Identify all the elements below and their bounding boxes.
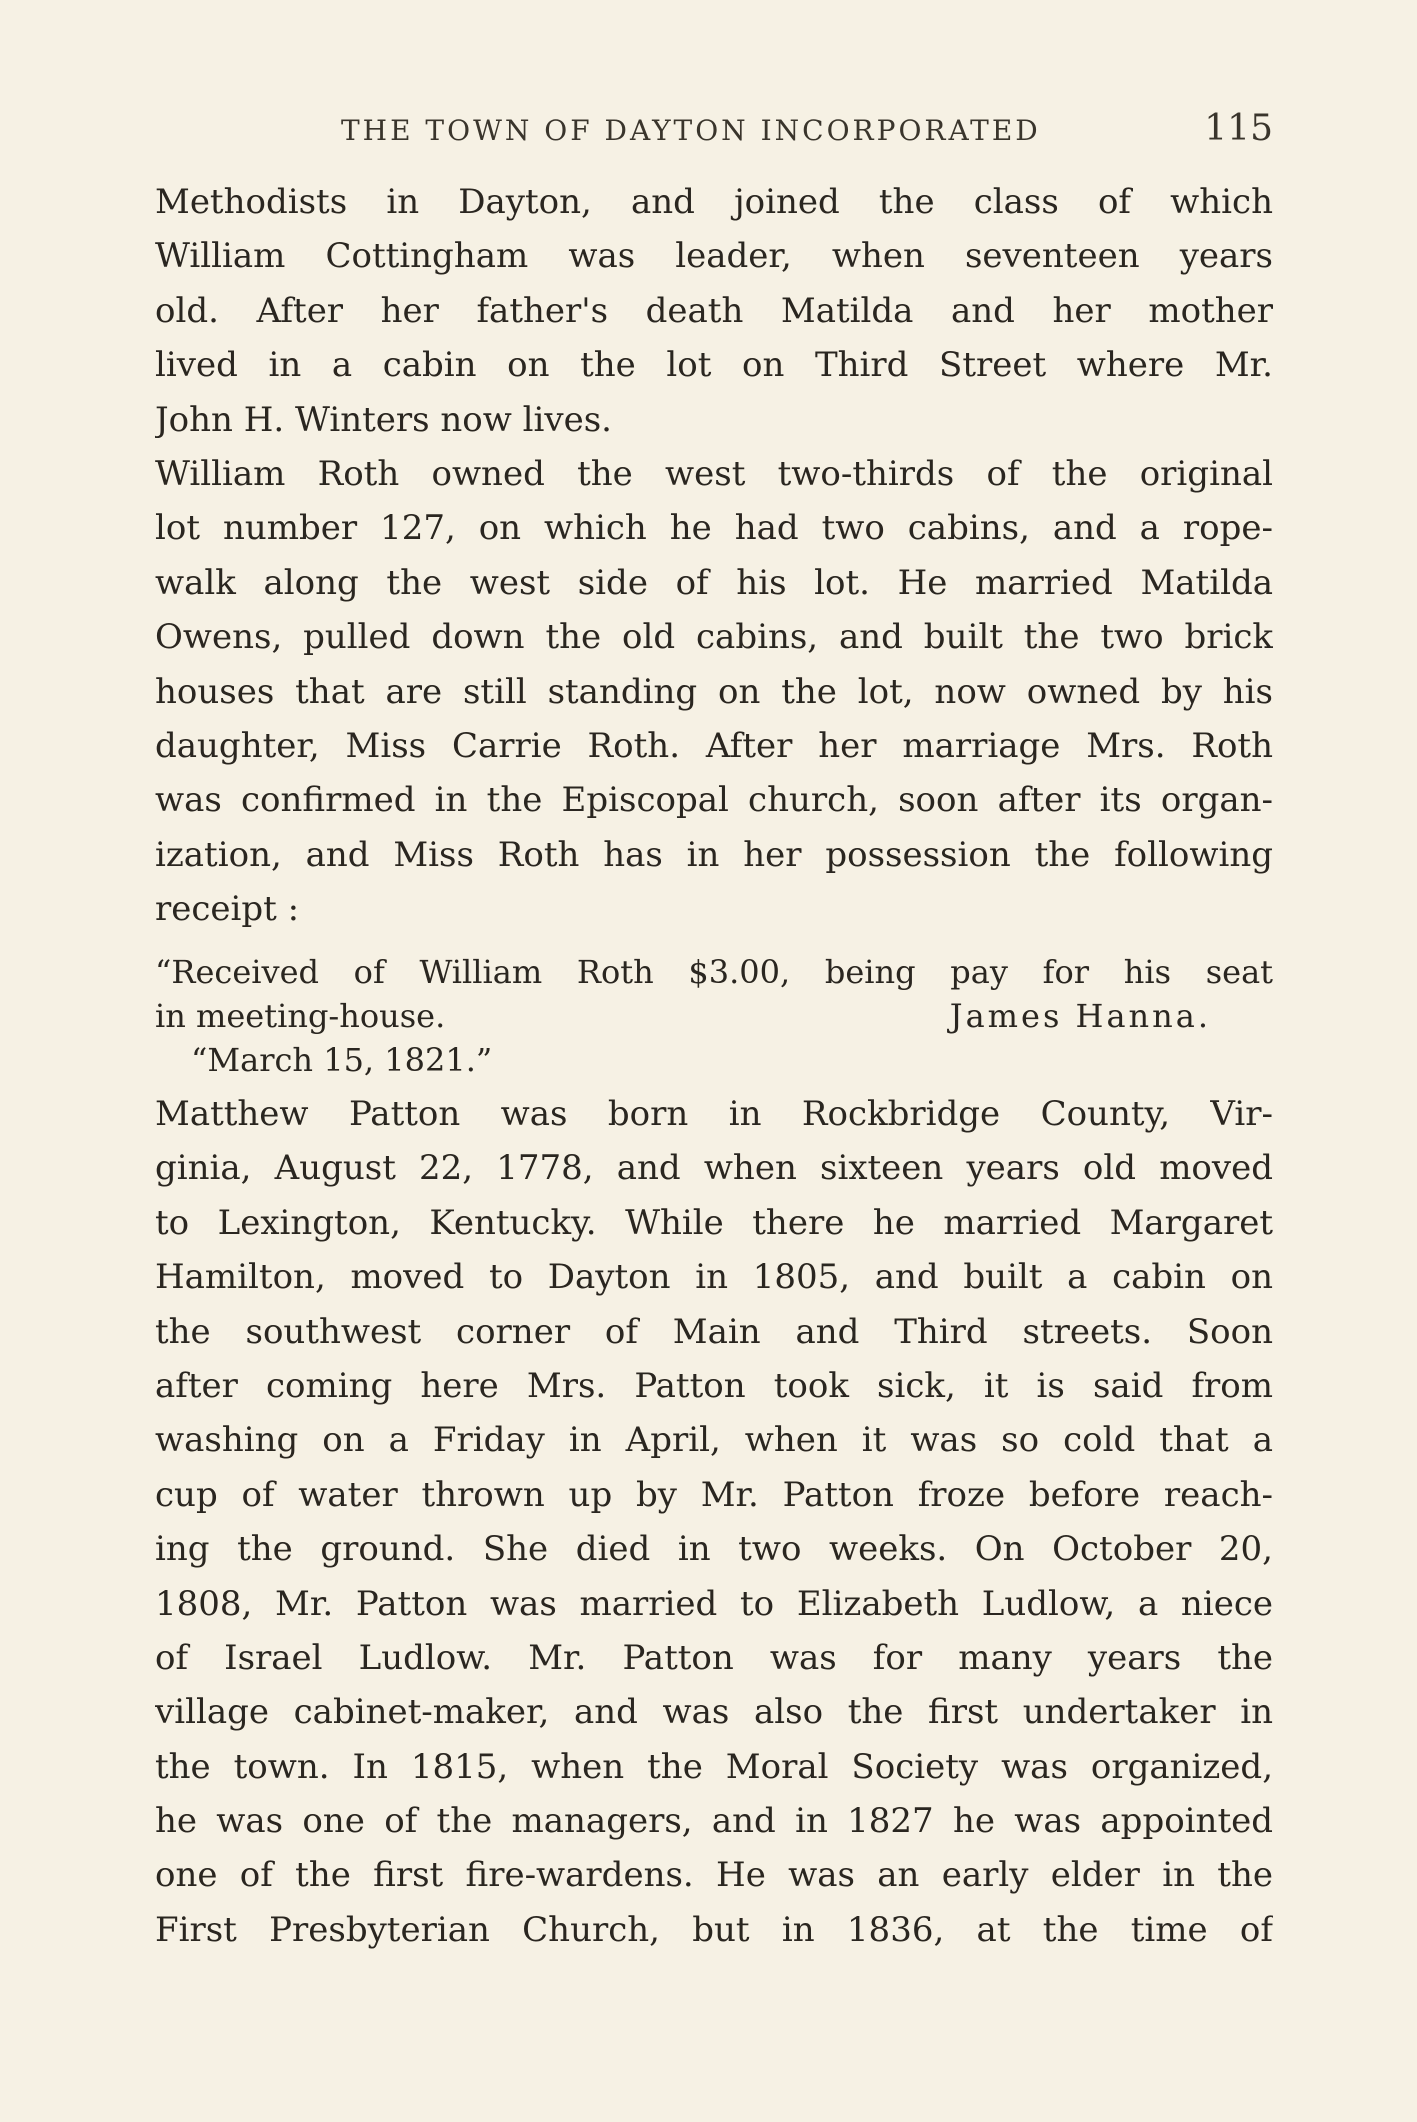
text-line: First Presbyterian Church, but in 1836, at the time of — [155, 1909, 1273, 1950]
text-line: cup of water thrown up by Mr. Patton froze before reach- — [155, 1474, 1273, 1515]
body-text-top — [155, 175, 1273, 936]
text-line: to Lexington, Kentucky. While there he married Margaret — [155, 1202, 1273, 1243]
text-line: Matthew Patton was born in Rockbridge County, Vir- — [155, 1094, 1273, 1134]
text-line: 1808, Mr. Patton was married to Elizabeth Ludlow, a niece — [155, 1583, 1273, 1624]
text-line: Hamilton, moved to Dayton in 1805, and built a cabin on — [155, 1257, 1273, 1298]
text-line: ization, and Miss Roth has in her possession the following — [155, 834, 1273, 875]
text-line: old. After her father's death Matilda and her mother — [155, 290, 1273, 331]
text-line: daughter, Miss Carrie Roth. After her marriage Mrs. Roth — [155, 725, 1273, 766]
text-line: William Roth owned the west two-thirds of the original — [155, 453, 1273, 494]
text-line: receipt : — [155, 889, 300, 930]
text-line: ing the ground. She died in two weeks. On October 20, — [155, 1529, 1273, 1570]
receipt-line-text: in meeting-house. — [155, 997, 446, 1035]
text-line: after coming here Mrs. Patton took sick, it is said from — [155, 1365, 1273, 1406]
receipt-line — [155, 994, 1273, 1038]
text-line: walk along the west side of his lot. He married Matilda — [155, 562, 1273, 603]
running-head — [155, 108, 1273, 158]
receipt-quote — [155, 950, 1273, 1082]
text-line: of Israel Ludlow. Mr. Patton was for many years the — [155, 1637, 1273, 1678]
receipt-line: “Received of William Roth $3.00, being pay for his seat — [155, 953, 1273, 991]
text-line: ginia, August 22, 1778, and when sixteen years old moved — [155, 1148, 1273, 1189]
text-line: village cabinet-maker, and was also the first undertaker in — [155, 1692, 1273, 1733]
text-line: he was one of the managers, and in 1827 he was appointed — [155, 1801, 1273, 1842]
text-line: one of the first fire-wardens. He was an early elder in the — [155, 1855, 1273, 1896]
text-line: Methodists in Dayton, and joined the class of which — [155, 182, 1273, 222]
text-line: washing on a Friday in April, when it was so cold that a — [155, 1420, 1273, 1461]
body-text-bottom — [155, 1087, 1273, 1957]
receipt-date: “March 15, 1821.” — [191, 1041, 493, 1079]
text-line: William Cottingham was leader, when seventeen years — [155, 236, 1273, 277]
text-line: the town. In 1815, when the Moral Society was organized, — [155, 1746, 1273, 1787]
receipt-signature: James Hanna. — [949, 997, 1211, 1035]
running-title: THE TOWN OF DAYTON INCORPORATED — [341, 114, 1041, 147]
text-line: the southwest corner of Main and Third streets. Soon — [155, 1311, 1273, 1352]
page-number: 115 — [1204, 108, 1273, 149]
text-line: lot number 127, on which he had two cabins, and a rope- — [155, 508, 1273, 549]
text-line: Owens, pulled down the old cabins, and built the two brick — [155, 617, 1273, 658]
text-line: lived in a cabin on the lot on Third Street where Mr. — [155, 345, 1273, 386]
text-line: houses that are still standing on the lot, now owned by his — [155, 671, 1273, 712]
text-line: John H. Winters now lives. — [155, 399, 612, 440]
text-line: was confirmed in the Episcopal church, soon after its organ- — [155, 780, 1273, 821]
